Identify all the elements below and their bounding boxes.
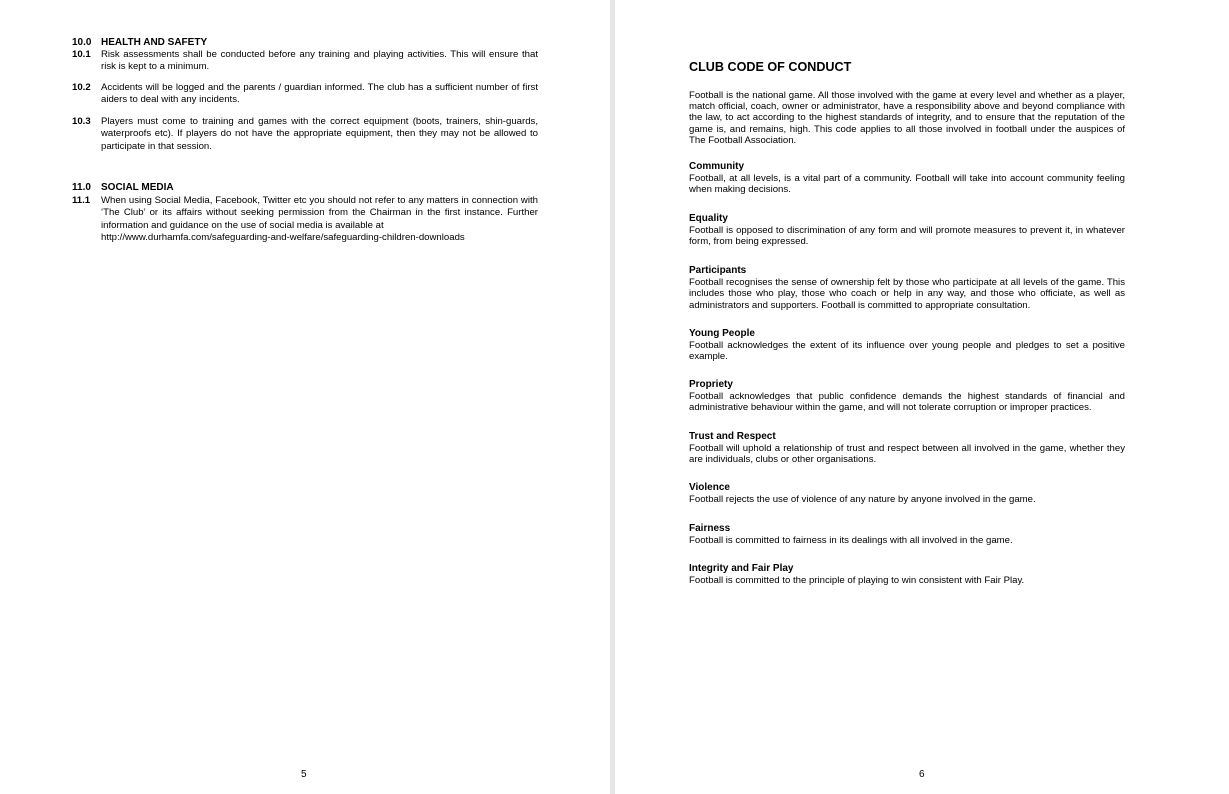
principle-text: Football acknowledges that public confidence demands the highest standards of financial and administrative behaviour within the game, and will not tolerate corruption or improper practices. bbox=[689, 391, 1125, 414]
principle-heading: Integrity and Fair Play bbox=[689, 563, 794, 574]
principle-text: Football recognises the sense of ownership felt by those who participate at all levels of the game. This includes those who play, those who coach or help in any way, and those who officiate, as well as administrators and supporters. Football is committed to appropriate consultation. bbox=[689, 277, 1125, 311]
principle-heading: Young People bbox=[689, 328, 755, 339]
principle-text: Football is committed to fairness in its dealings with all involved in the game. bbox=[689, 535, 1013, 546]
clause-text: Players must come to training and games with the correct equipment (boots, trainers, shin-guards, waterproofs etc). If players do not have the appropriate equipment, then they may not be allowed to participate in that session. bbox=[101, 116, 538, 152]
clause-number: 10.2 bbox=[72, 82, 91, 93]
clause-text bbox=[101, 195, 538, 245]
clause-10-1 bbox=[72, 49, 538, 74]
page-title: CLUB CODE OF CONDUCT bbox=[689, 60, 852, 74]
principle-text: Football rejects the use of violence of any nature by anyone involved in the game. bbox=[689, 494, 1036, 505]
section-number: 10.0 bbox=[72, 37, 92, 48]
principle-heading: Participants bbox=[689, 265, 747, 276]
principle-propriety bbox=[689, 379, 1125, 414]
document-page-6 bbox=[615, 0, 1229, 794]
section-heading-health-safety bbox=[72, 37, 207, 49]
clause-body: When using Social Media, Facebook, Twitter etc you should not refer to any matters in connection with ‘The Club’ or its affairs without seeking permission from the Chairman in the first instance. Further information and guidance on the use of social media is available at bbox=[101, 195, 538, 231]
principle-text: Football is committed to the principle of playing to win consistent with Fair Play. bbox=[689, 575, 1025, 586]
principle-young-people bbox=[689, 328, 1125, 363]
section-title: SOCIAL MEDIA bbox=[101, 182, 174, 193]
principle-participants bbox=[689, 265, 1125, 311]
guidance-link[interactable]: http://www.durhamfa.com/safeguarding-and-welfare/safeguarding-children-downloads bbox=[101, 232, 465, 244]
principle-heading: Fairness bbox=[689, 523, 731, 534]
page-number: 5 bbox=[301, 769, 307, 780]
section-number: 11.0 bbox=[72, 182, 91, 193]
principle-text: Football acknowledges the extent of its influence over young people and pledges to set a positive example. bbox=[689, 340, 1125, 363]
clause-number: 11.1 bbox=[72, 195, 91, 206]
clause-text: Accidents will be logged and the parents / guardian informed. The club has a sufficient number of first aiders to deal with any incidents. bbox=[101, 82, 538, 106]
intro-paragraph: Football is the national game. All those involved with the game at every level and whether as a player, match official, coach, owner or administrator, have a responsibility above and beyond compliance with the law, to act according to the highest standards of integrity, and to ensure that the reputation of the game is, and remains, high. This code applies to all those involved in football under the auspices of The Football Association. bbox=[689, 90, 1125, 146]
principle-heading: Equality bbox=[689, 213, 728, 224]
principle-integrity-fair-play bbox=[689, 563, 1125, 586]
principle-text: Football, at all levels, is a vital part of a community. Football will take into account community feeling when making decisions. bbox=[689, 173, 1125, 196]
clause-10-3 bbox=[72, 116, 538, 153]
principle-heading: Violence bbox=[689, 482, 730, 493]
principle-heading: Community bbox=[689, 161, 744, 172]
principle-fairness bbox=[689, 523, 1125, 546]
principle-text: Football will uphold a relationship of trust and respect between all involved in the game, whether they are individuals, clubs or other organisations. bbox=[689, 443, 1125, 466]
principle-trust-respect bbox=[689, 431, 1125, 466]
clause-text: Risk assessments shall be conducted before any training and playing activities. This will ensure that risk is kept to a minimum. bbox=[101, 49, 538, 73]
principle-heading: Propriety bbox=[689, 379, 733, 390]
principle-community bbox=[689, 161, 1125, 196]
clause-11-1 bbox=[72, 195, 538, 245]
section-title: HEALTH AND SAFETY bbox=[101, 37, 208, 48]
principle-violence bbox=[689, 482, 1125, 505]
page-number: 6 bbox=[919, 769, 925, 780]
principle-text: Football is opposed to discrimination of any form and will promote measures to prevent it, in whatever form, from being expressed. bbox=[689, 225, 1125, 248]
principle-equality bbox=[689, 213, 1125, 248]
clause-number: 10.1 bbox=[72, 49, 91, 60]
clause-10-2 bbox=[72, 82, 538, 107]
section-heading-social-media bbox=[72, 182, 174, 194]
document-page-5 bbox=[0, 0, 610, 794]
principle-heading: Trust and Respect bbox=[689, 431, 776, 442]
clause-number: 10.3 bbox=[72, 116, 91, 127]
